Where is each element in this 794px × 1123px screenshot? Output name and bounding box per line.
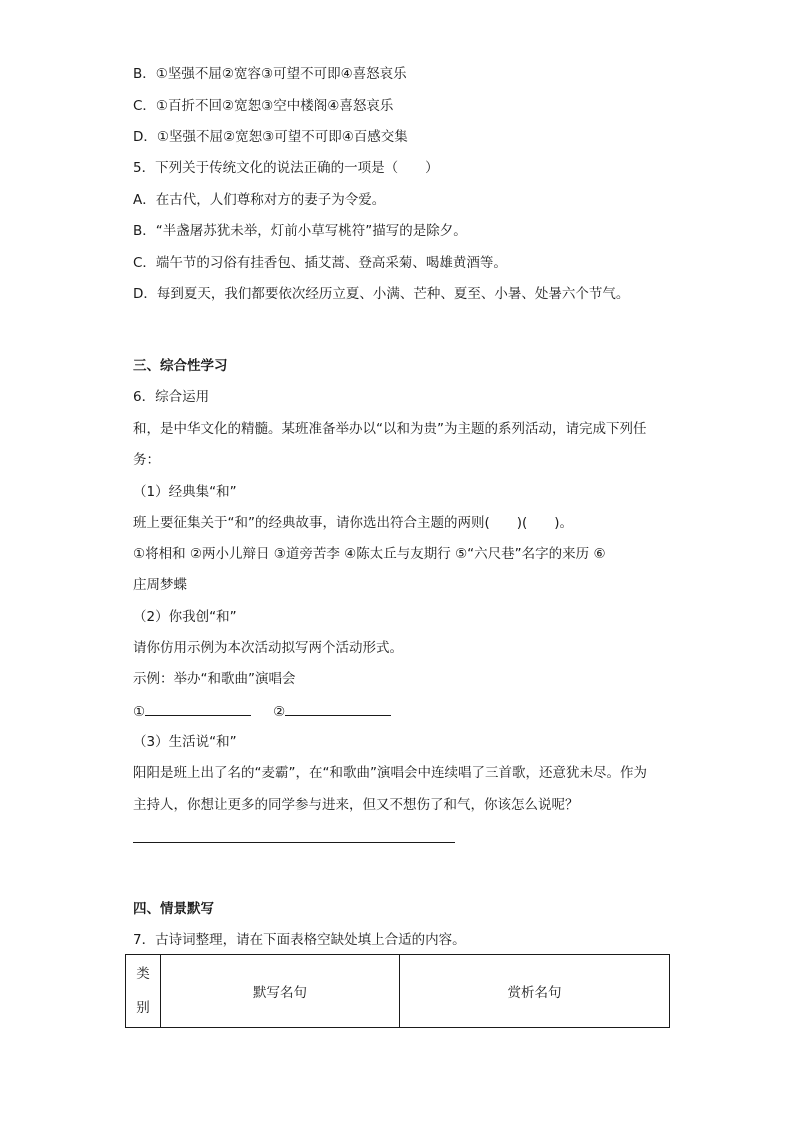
q5-option-d: D．每到夏天，我们都要依次经历立夏、小满、芒种、夏至、小暑、处暑六个节气。 — [133, 286, 630, 302]
q7-stem: 7．古诗词整理，请在下面表格空缺处填上合适的内容。 — [133, 932, 466, 948]
q6-part1-title: （1）经典集“和” — [133, 484, 237, 500]
q6-part3-line2: 主持人，你想让更多的同学参与进来，但又不想伤了和气，你该怎么说呢？ — [133, 797, 579, 813]
q6-part1-options-line1: ①将相和 ②两小儿辩日 ③道旁苦李 ④陈太丘与友期行 ⑤“六尺巷”名字的来历 ⑥ — [133, 546, 606, 562]
q4-option-b: B．①坚强不屈②宽容③可望不可即④喜怒哀乐 — [133, 66, 407, 82]
q6-part2-answer-row — [133, 701, 391, 722]
poetry-table — [125, 954, 670, 1028]
q6-title: 6．综合运用 — [133, 389, 210, 405]
answer-blank-1[interactable] — [145, 701, 251, 716]
q6-intro-line1: 和，是中华文化的精髓。某班准备举办以“以和为贵”为主题的系列活动，请完成下列任 — [133, 421, 647, 437]
section3-heading: 三、综合性学习 — [133, 358, 228, 374]
q6-part3-title: （3）生活说“和” — [133, 734, 237, 750]
q4-option-d: D．①坚强不屈②宽恕③可望不可即④百感交集 — [133, 129, 408, 145]
q6-part2-title: （2）你我创“和” — [133, 609, 237, 625]
answer-blank1-label: ① — [133, 704, 146, 720]
q6-part2-question: 请你仿用示例为本次活动拟写两个活动形式。 — [133, 640, 403, 656]
q4-option-c: C．①百折不回②宽恕③空中楼阁④喜怒哀乐 — [133, 98, 394, 114]
q5-option-c: C．端午节的习俗有挂香包、插艾蒿、登高采菊、喝雄黄酒等。 — [133, 255, 507, 271]
table-header-category: 类 别 — [126, 955, 161, 1028]
table-header-recite: 默写名句 — [161, 955, 400, 1028]
q6-intro-line2: 务： — [133, 452, 160, 468]
q6-part2-example: 示例：举办“和歌曲”演唱会 — [133, 671, 296, 687]
answer-line-part3[interactable] — [133, 841, 455, 843]
q6-part1-question: 班上要征集关于“和”的经典故事，请你选出符合主题的两则( )( )。 — [133, 515, 574, 531]
table-header-appreciate: 赏析名句 — [400, 955, 670, 1028]
q5-option-a: A．在古代，人们尊称对方的妻子为令爱。 — [133, 192, 386, 208]
answer-blank2-label: ② — [273, 704, 286, 720]
q5-stem: 5．下列关于传统文化的说法正确的一项是（ ） — [133, 160, 439, 176]
q6-part1-options-line2: 庄周梦蝶 — [133, 577, 187, 593]
answer-blank-2[interactable] — [285, 701, 391, 716]
q6-part3-line1: 阳阳是班上出了名的“麦霸”，在“和歌曲”演唱会中连续唱了三首歌，还意犹未尽。作为 — [133, 765, 647, 781]
q5-option-b: B．“半盏屠苏犹未举，灯前小草写桃符”描写的是除夕。 — [133, 223, 467, 239]
section4-heading: 四、情景默写 — [133, 901, 214, 917]
